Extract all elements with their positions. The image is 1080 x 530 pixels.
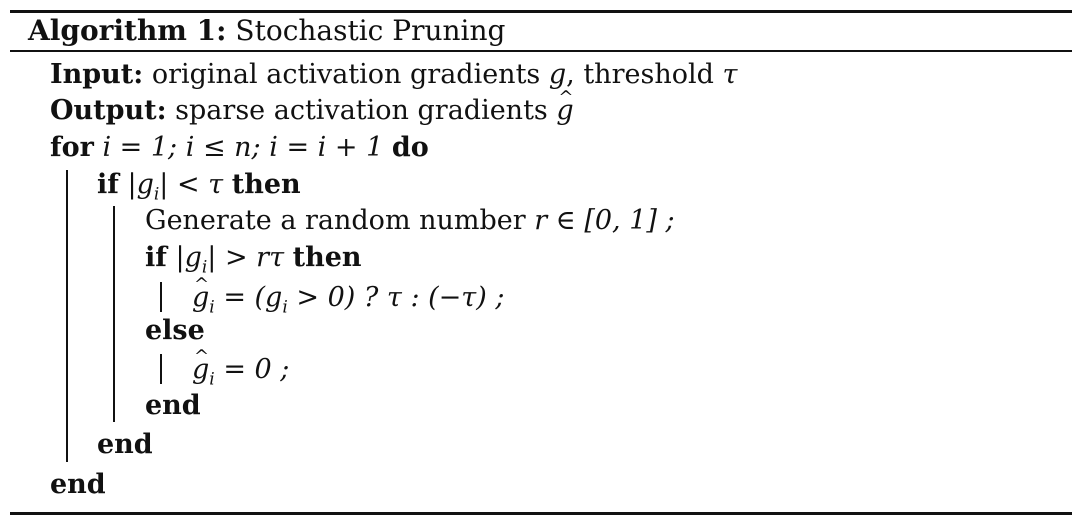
output-text: sparse activation gradients	[175, 95, 548, 126]
else-body-bar	[160, 354, 162, 384]
end-outer-if-keyword: end	[97, 429, 153, 460]
generate-line	[145, 204, 675, 238]
assign-tau-expr: ^ $g_i = (g_i > 0)$ ? τ : (−τ) ;	[192, 282, 504, 313]
input-line	[50, 58, 737, 92]
if-inner-expr: $|g_i| > r\tau$	[175, 242, 285, 278]
if-outer-expr: $|g_i| < \tau$	[127, 169, 224, 205]
generate-expr: r ∈ [0, 1] ;	[534, 205, 675, 236]
else-keyword: else	[145, 315, 205, 346]
if-inner-then-bar	[160, 282, 162, 312]
algorithm-title: Stochastic Pruning	[235, 14, 506, 47]
caption-rule	[10, 50, 1072, 52]
end-outer-if-line	[97, 428, 153, 462]
if-inner-line	[145, 241, 362, 278]
if-outer-keyword: if	[97, 169, 119, 200]
if-inner-keyword: if	[145, 242, 167, 273]
assign-zero-line	[192, 353, 290, 390]
bottom-rule	[10, 512, 1072, 515]
output-line	[50, 94, 574, 128]
for-expr: i = 1; i ≤ n; i = i + 1	[102, 132, 384, 163]
generate-text: Generate a random number	[145, 205, 526, 236]
end-for-keyword: end	[50, 469, 106, 500]
output-var-ghat: ^ g	[556, 94, 573, 128]
for-keyword: for	[50, 132, 94, 163]
input-text: original activation gradients	[151, 59, 541, 90]
if-inner-then: then	[292, 242, 362, 273]
if-outer-line	[97, 168, 301, 205]
assign-zero-expr: ^ $g_i = 0$ ;	[192, 354, 289, 385]
input-keyword: Input:	[50, 59, 144, 90]
for-line	[50, 131, 429, 165]
for-body-bar	[66, 170, 68, 462]
end-inner-if-keyword: end	[145, 390, 201, 421]
do-keyword: do	[391, 132, 429, 163]
input-text-mid: , threshold	[566, 59, 714, 90]
top-rule	[10, 10, 1072, 13]
if-outer-then: then	[231, 169, 301, 200]
input-var-g: g	[548, 59, 567, 90]
output-keyword: Output:	[50, 95, 167, 126]
input-var-tau: τ	[722, 59, 738, 90]
if-outer-body-bar	[113, 206, 115, 422]
end-inner-if-line	[145, 389, 201, 423]
end-for-line	[50, 468, 106, 502]
algorithm-label: Algorithm 1:	[28, 14, 227, 47]
assign-tau-line	[192, 281, 505, 318]
algorithm-caption	[28, 14, 505, 48]
